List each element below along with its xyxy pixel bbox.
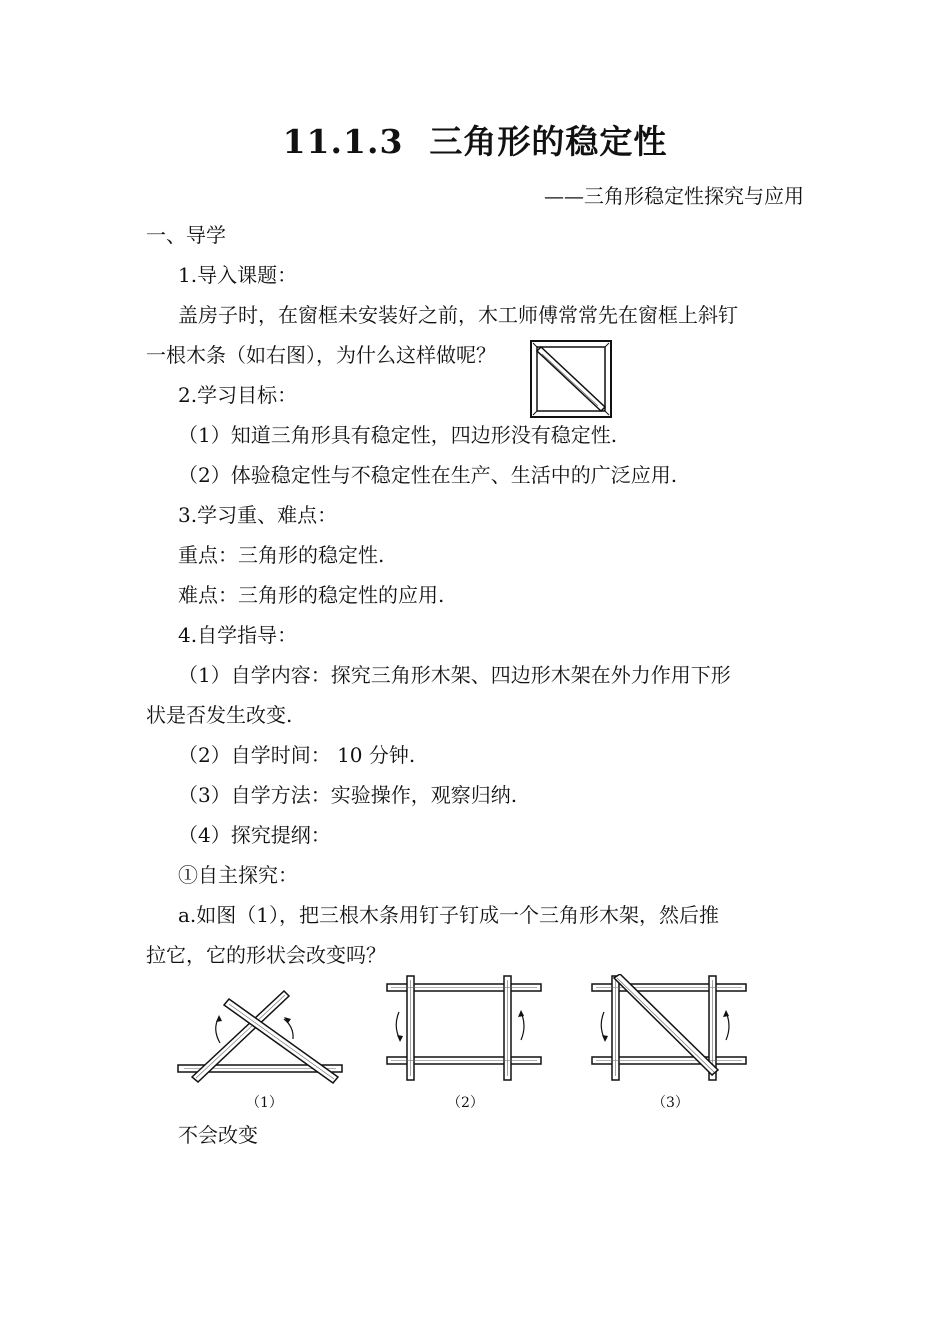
key-point: 重点：三角形的稳定性.: [178, 543, 385, 567]
answer-a: 不会改变: [178, 1123, 258, 1147]
item-key-points: 3.学习重、难点：: [178, 503, 338, 527]
figure-1-caption: （1）: [246, 1095, 283, 1111]
subtitle: ——三角形稳定性探究与应用: [544, 184, 804, 208]
page-title: [0, 116, 950, 163]
figure-2-caption: （2）: [447, 1095, 484, 1111]
study-outline: （4）探究提纲：: [178, 823, 331, 847]
question-a-2: 拉它，它的形状会改变吗？: [146, 943, 386, 967]
section-number: 11.1.3: [282, 122, 404, 161]
item-self-study: 4.自学指导：: [178, 623, 298, 647]
goal-1: （1）知道三角形具有稳定性，四边形没有稳定性.: [178, 423, 618, 447]
intro-text-2: 一根木条（如右图），为什么这样做呢？: [146, 343, 496, 367]
heading-guide: 一、导学: [146, 223, 226, 247]
difficult-point: 难点：三角形的稳定性的应用.: [178, 583, 445, 607]
quadrilateral-frame-figure: [385, 974, 545, 1084]
goal-2: （2）体验稳定性与不稳定性在生产、生活中的广泛应用.: [178, 463, 678, 487]
item-goals: 2.学习目标：: [178, 383, 298, 407]
item-intro: 1.导入课题：: [178, 263, 298, 287]
figure-3-caption: （3）: [652, 1095, 689, 1111]
intro-text-1: 盖房子时，在窗框未安装好之前，木工师傅常常先在窗框上斜钉: [178, 303, 738, 327]
question-a-1: a.如图（1），把三根木条用钉子钉成一个三角形木架，然后推: [178, 903, 720, 927]
study-time: （2）自学时间： 10 分钟.: [178, 743, 416, 767]
window-frame-figure: [528, 338, 614, 420]
title-text: 三角形的稳定性: [429, 122, 668, 161]
self-explore: ①自主探究：: [178, 863, 298, 887]
study-method: （3）自学方法：实验操作，观察归纳.: [178, 783, 518, 807]
triangle-frame-figure: [172, 985, 347, 1085]
study-content-2: 状是否发生改变.: [146, 703, 293, 727]
study-content-1: （1）自学内容：探究三角形木架、四边形木架在外力作用下形: [178, 663, 731, 687]
braced-quadrilateral-figure: [590, 974, 750, 1084]
